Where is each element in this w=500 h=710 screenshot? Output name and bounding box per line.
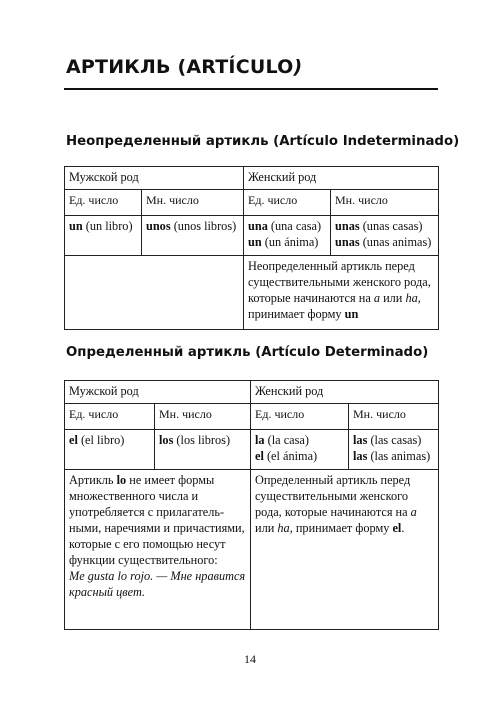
article: un [69, 219, 83, 233]
masc-plural-cell [142, 216, 244, 256]
article: el [69, 433, 78, 447]
article: la [255, 433, 265, 447]
article: unas [335, 219, 360, 233]
definite-note: Определенный артикль перед существительными женского рода, которые начинаются на a или ha, принимает форму el. [251, 470, 439, 630]
masculine-header: Мужской род [65, 381, 251, 404]
title-main: АРТИКЛЬ (ARTÍCULO [66, 56, 294, 78]
article: los [159, 433, 174, 447]
fem-plural-cell [349, 430, 439, 470]
table-row [65, 404, 439, 430]
indefinite-heading: Неопределенный артикль (Artículo Indeterminado) [66, 134, 460, 149]
article: el [255, 449, 264, 463]
definite-heading: Определенный артикль (Artículo Determinado) [66, 345, 429, 360]
masc-singular-cell [65, 216, 142, 256]
example: (las animas) [367, 449, 431, 463]
example: (unas animas) [359, 235, 432, 249]
feminine-header: Женский род [251, 381, 439, 404]
example: (un libro) [82, 219, 133, 233]
article: las [353, 449, 368, 463]
example: (la casa) [264, 433, 309, 447]
article: las [353, 433, 368, 447]
table-row [65, 216, 439, 256]
example: (las casas) [367, 433, 422, 447]
fem-plural-header: Мн. число [331, 190, 439, 216]
article: unas [335, 235, 360, 249]
page-title [66, 56, 302, 78]
title-paren: ) [293, 56, 303, 78]
masc-singular-header: Ед. число [65, 190, 142, 216]
feminine-header: Женский род [244, 167, 439, 190]
example: (unas casas) [359, 219, 423, 233]
masc-plural-cell [155, 430, 251, 470]
fem-plural-cell [331, 216, 439, 256]
article: unos [146, 219, 171, 233]
masc-singular-cell [65, 430, 155, 470]
fem-plural-header: Мн. число [349, 404, 439, 430]
masc-singular-header: Ед. число [65, 404, 155, 430]
definite-table [64, 380, 439, 630]
empty-cell [65, 256, 244, 330]
article: un [248, 235, 262, 249]
masc-plural-header: Мн. число [155, 404, 251, 430]
fem-singular-cell [251, 430, 349, 470]
title-rule [64, 88, 438, 90]
example: (un ánima) [261, 235, 319, 249]
article: una [248, 219, 268, 233]
table-row [65, 256, 439, 330]
fem-singular-header: Ед. число [244, 190, 331, 216]
example: (los libros) [173, 433, 231, 447]
fem-singular-header: Ед. число [251, 404, 349, 430]
lo-example: Me gusta lo rojo. — Мне нравится красный цвет. [69, 569, 246, 599]
example: (unos libros) [170, 219, 237, 233]
table-row [65, 167, 439, 190]
masculine-header: Мужской род [65, 167, 244, 190]
indefinite-note: Неопределенный артикль перед существительными женского рода, которые начинаются на a или ha, принимает форму un [244, 256, 439, 330]
table-row [65, 430, 439, 470]
fem-singular-cell [244, 216, 331, 256]
table-row [65, 190, 439, 216]
example: (el libro) [77, 433, 125, 447]
table-row [65, 470, 439, 630]
example: (el ánima) [263, 449, 318, 463]
lo-note: Артикль lo не имеет формы множественного числа и употребляется с прилагательными, наречиями и причастиями, которые с его помощью несут функции существительного: Me gusta lo rojo. — Мне нравится красный цвет. [65, 470, 251, 630]
table-row [65, 381, 439, 404]
page-number: 14 [244, 652, 256, 666]
example: (una casa) [267, 219, 322, 233]
indefinite-table [64, 166, 439, 330]
masc-plural-header: Мн. число [142, 190, 244, 216]
